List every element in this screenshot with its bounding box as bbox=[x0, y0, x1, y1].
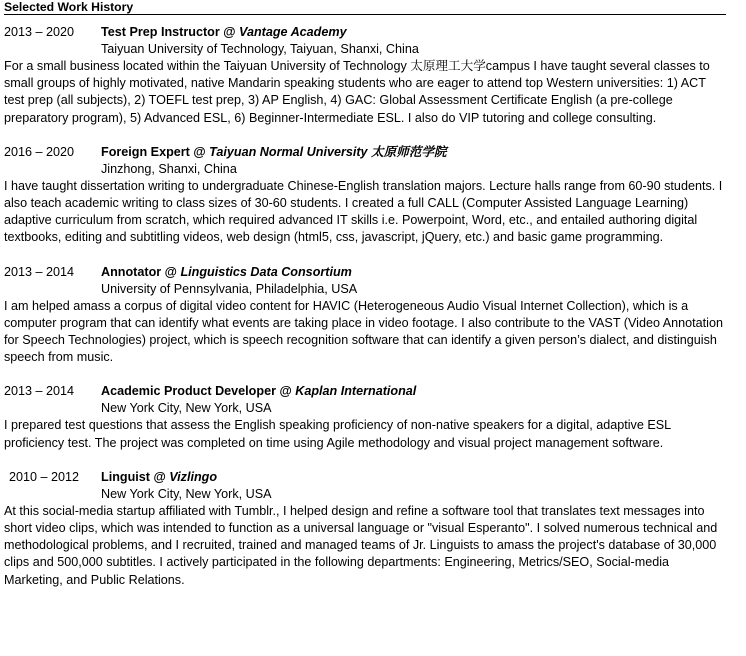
job-role bbox=[101, 383, 416, 400]
job-role-title: Foreign Expert @ bbox=[101, 144, 210, 159]
job-role bbox=[101, 24, 347, 41]
job-role bbox=[101, 144, 447, 161]
job-header bbox=[4, 264, 742, 281]
job-entry-3 bbox=[4, 264, 742, 367]
job-role-title: Academic Product Developer @ bbox=[101, 384, 296, 399]
job-entry-2 bbox=[4, 144, 742, 247]
job-dates: 2013 – 2014 bbox=[4, 264, 75, 279]
job-role bbox=[101, 469, 217, 486]
job-dates: 2016 – 2020 bbox=[4, 144, 75, 159]
job-organization: Taiyuan Normal University 太原师范学院 bbox=[209, 144, 447, 159]
job-entry-5 bbox=[4, 469, 742, 589]
job-header bbox=[4, 144, 742, 161]
job-entry-4 bbox=[4, 383, 742, 451]
resume-page bbox=[4, 0, 742, 606]
job-organization: Linguistics Data Consortium bbox=[180, 264, 352, 279]
job-entry-1 bbox=[4, 24, 742, 127]
job-header bbox=[4, 24, 742, 41]
job-role bbox=[101, 264, 352, 281]
job-location: New York City, New York, USA bbox=[101, 486, 272, 501]
job-header bbox=[4, 383, 742, 400]
job-organization: Kaplan International bbox=[295, 384, 417, 399]
job-description: I am helped amass a corpus of digital video content for HAVIC (Heterogeneous Audio Visual Internet Collection), which is a computer program that can identify what events are taking place in video footage. I also contribute to the VAST (Video Annotation for Speech Technologies) project, which is speech recognition software that can identify a given person’s dialect, and distinguish speech from music. bbox=[4, 298, 723, 365]
job-description: I prepared test questions that assess the English speaking proficiency of non-native speakers for a digital, adaptive ESL proficiency test. The project was completed on time using Agile methodology and visual project management software. bbox=[4, 418, 671, 450]
job-organization: Vizlingo bbox=[169, 469, 218, 484]
job-location: University of Pennsylvania, Philadelphia, USA bbox=[101, 281, 358, 296]
job-role-title: Annotator @ bbox=[101, 264, 181, 279]
job-dates: 2010 – 2012 bbox=[9, 469, 80, 484]
job-location: Taiyuan University of Technology, Taiyuan, Shanxi, China bbox=[101, 42, 419, 56]
job-dates: 2013 – 2020 bbox=[4, 25, 75, 39]
job-description: I have taught dissertation writing to undergraduate Chinese-English translation majors. Lecture halls range from 60-90 students. I also teach academic writing to class sizes of 30-60 students. I created a full CALL (Computer Assisted Language Learning) adaptive curriculum from scratch, which required advanced IT skills i.e. Powerpoint, Word, etc., and entailed authoring digital textbooks, editing and subtitling videos, web design (html5, css, javascript, jQuery, etc.) and basic game programming. bbox=[4, 178, 723, 245]
job-role-title: Test Prep Instructor @ bbox=[101, 25, 240, 39]
job-role-title: Linguist @ bbox=[101, 469, 170, 484]
job-header bbox=[4, 469, 742, 486]
job-organization: Vantage Academy bbox=[239, 25, 347, 39]
section-heading: Selected Work History bbox=[4, 0, 726, 15]
job-description: For a small business located within the Taiyuan University of Technology 太原理工大学campus I have taught several classes to small groups of highly motivated, native Mandarin speaking students who are eager to attend top Western universities: 1) ACT test prep (all subjects), 2) TOEFL test prep, 3) AP English, 4) GAC: Global Assessment Certificate English (a pre-college preparatory program), 5) Advanced ESL, 6) Beginner-Intermediate ESL. I also do VIP tutoring and college consulting. bbox=[4, 59, 710, 125]
job-location: Jinzhong, Shanxi, China bbox=[101, 161, 237, 176]
job-location: New York City, New York, USA bbox=[101, 401, 272, 416]
job-dates: 2013 – 2014 bbox=[4, 384, 75, 399]
job-description: At this social-media startup affiliated with Tumblr., I helped design and refine a software tool that translates text messages into short video clips, which was intended to function as a universal language or "visual Esperanto". I solved numerous technical and methodological problems, and I recruited, trained and managed teams of Jr. Linguists to amass the project's database of 30,000 clips and 500,000 subtitles. I actively participated in the following departments: Engineering, Metrics/SEO, Social-media Marketing, and Public Relations. bbox=[4, 503, 718, 587]
